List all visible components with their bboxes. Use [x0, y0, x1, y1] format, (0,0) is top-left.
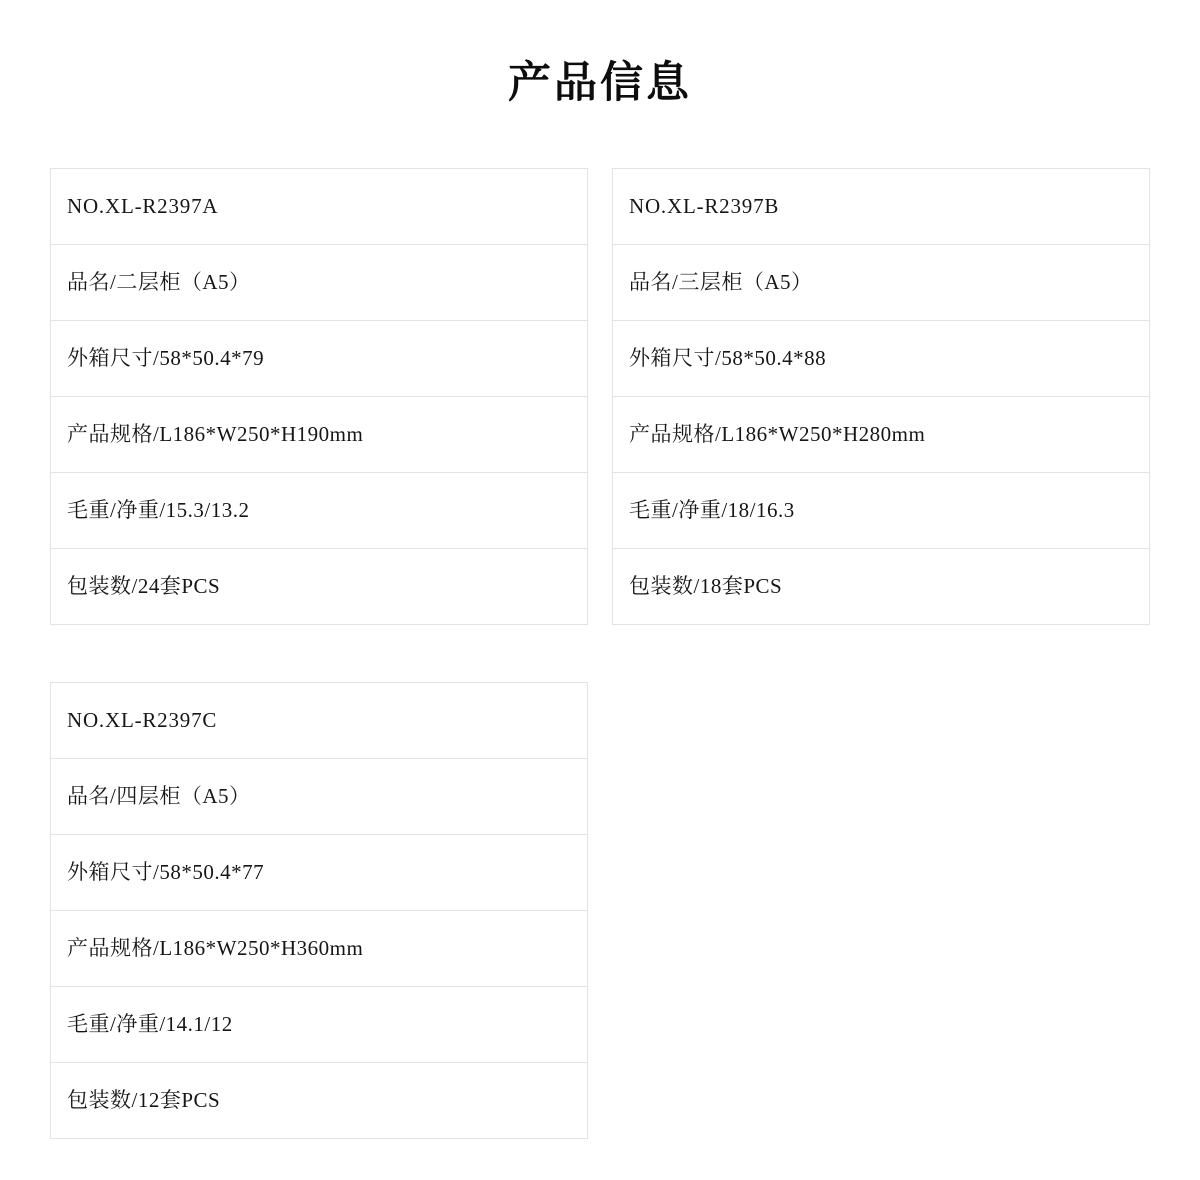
carton-size-cell: 外箱尺寸/58*50.4*77 — [51, 835, 588, 911]
product-code-cell: NO.XL-R2397C — [51, 683, 588, 759]
spec-table-product-b — [612, 168, 1150, 625]
product-spec-cell: 产品规格/L186*W250*H190mm — [51, 397, 588, 473]
table-row — [613, 397, 1150, 473]
gross-net-weight-cell: 毛重/净重/14.1/12 — [51, 987, 588, 1063]
packing-quantity-cell: 包装数/24套PCS — [51, 549, 588, 625]
packing-quantity-cell: 包装数/12套PCS — [51, 1063, 588, 1139]
table-row — [51, 987, 588, 1063]
bottom-tables-block — [50, 682, 1150, 1139]
product-spec-cell: 产品规格/L186*W250*H280mm — [613, 397, 1150, 473]
table-row — [51, 473, 588, 549]
table-row — [51, 321, 588, 397]
table-row — [51, 683, 588, 759]
page-title: 产品信息 — [508, 58, 692, 108]
table-row — [51, 759, 588, 835]
packing-quantity-cell: 包装数/18套PCS — [613, 549, 1150, 625]
gross-net-weight-cell: 毛重/净重/15.3/13.2 — [51, 473, 588, 549]
table-row — [51, 549, 588, 625]
gross-net-weight-cell: 毛重/净重/18/16.3 — [613, 473, 1150, 549]
table-row — [51, 1063, 588, 1139]
product-spec-cell: 产品规格/L186*W250*H360mm — [51, 911, 588, 987]
product-name-cell: 品名/二层柜（A5） — [51, 245, 588, 321]
table-row — [613, 169, 1150, 245]
carton-size-cell: 外箱尺寸/58*50.4*88 — [613, 321, 1150, 397]
product-name-cell: 品名/三层柜（A5） — [613, 245, 1150, 321]
carton-size-cell: 外箱尺寸/58*50.4*79 — [51, 321, 588, 397]
spec-table-product-c — [50, 682, 588, 1139]
table-row — [613, 245, 1150, 321]
table-row — [51, 245, 588, 321]
product-code-cell: NO.XL-R2397A — [51, 169, 588, 245]
spec-table-product-a — [50, 168, 588, 625]
table-row — [51, 835, 588, 911]
product-name-cell: 品名/四层柜（A5） — [51, 759, 588, 835]
table-row — [613, 549, 1150, 625]
empty-area — [612, 682, 1150, 1139]
table-row — [613, 321, 1150, 397]
table-row — [613, 473, 1150, 549]
table-row — [51, 397, 588, 473]
top-tables-block — [50, 168, 1150, 625]
table-row-group-bottom — [50, 682, 1150, 1139]
product-code-cell: NO.XL-R2397B — [613, 169, 1150, 245]
table-row — [51, 169, 588, 245]
table-row-group-top — [50, 168, 1150, 625]
table-row — [51, 911, 588, 987]
